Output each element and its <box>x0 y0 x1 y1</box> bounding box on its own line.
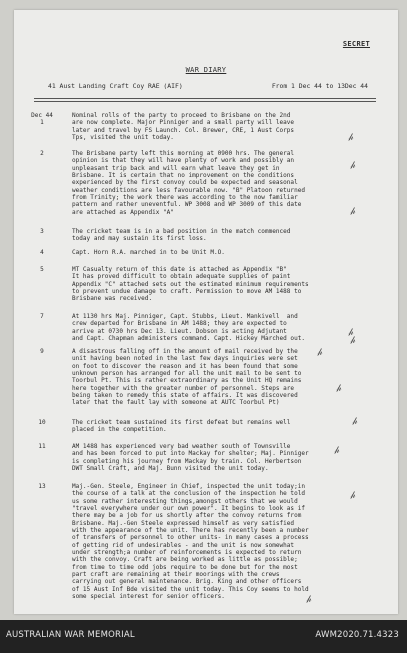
header-rule <box>34 101 376 102</box>
entry-date: 5 <box>40 266 44 273</box>
archive-name: AUSTRALIAN WAR MEMORIAL <box>6 630 135 640</box>
archive-reference: AWM2020.71.4323 <box>315 630 399 640</box>
unit-name: 41 Aust Landing Craft Coy RAE (AIF) <box>48 82 183 90</box>
entry-text: A disastrous falling off in the amount of mail received by the unit having been noted in the last few days inquiries were set on foot to discover the reason and it has been found that some unknown person has arranged for all the unit mail to be sent to Toorbul Pt. This is rather extraordinary as the Unit HQ remains here together with the greater number of personnel. Steps are being taken to remedy this state of affairs. It was discovered later that the fault lay with someone at AUTC Toorbul Pt) <box>72 348 302 407</box>
handwritten-initial: 𝒽 <box>347 327 355 339</box>
diary-period: From 1 Dec 44 to 13Dec 44 <box>271 82 368 90</box>
entry-text: The cricket team is in a bad position in the match commenced today and may sustain its first loss. <box>72 228 291 243</box>
header-rule <box>34 98 376 99</box>
entry-date: 7 <box>40 313 44 320</box>
handwritten-initial: 𝒽 <box>351 416 359 428</box>
entry-text: Nominal rolls of the party to proceed to Brisbane on the 2nd are now complete. Major Pinniger and a small party will leave later and travel by FS Launch. Col. Brewer, CRE, 1 Aust Corps Tps, visited the unit today. <box>72 112 295 142</box>
handwritten-initial: 𝒽 <box>347 132 355 144</box>
entry-date: 9 <box>40 348 44 355</box>
entry-date: 10 <box>38 419 46 426</box>
entry-text: MT Casualty return of this date is attached as Appendix "B" It has proved difficult to obtain adequate supplies of paint Appendix "C" attached sets out the estimated minimum requirements to prevent undue damage to craft. Permission to move AM 1488 to Brisbane was received. <box>72 266 309 303</box>
entry-text: Maj.-Gen. Steele, Engineer in Chief, inspected the unit today;in the course of a talk at the conclusion of the inspection he told us some rather interesting things,amongst others that we would "travel everywhere under our own power". It begins to look as if there may be a job for us shortly after the convoy returns from Brisbane. Maj.-Gen Steele expressed himself as very satisfied with the appearance of the unit. There has recently been a number of transfers of personnel to other units- in many cases a process of getting rid of undesirables - and the unit is now somewhat under strength;a number of reinforcements is expected to return with the convoy. Craft are being worked as little as possible; from time to time odd jobs require to be done but for the most part craft are remaining at their moorings with the crews carrying out general maintenance. Brig. King and other officers of 15 Aust Inf Bde visited the unit today. This Coy seems to hold some special interest for senior officers. <box>72 483 309 601</box>
handwritten-initial: 𝒽 <box>349 335 357 347</box>
handwritten-initial: 𝒽 <box>349 490 357 502</box>
entry-text: The Brisbane party left this morning at 0900 hrs. The general opinion is that they will have plenty of work and possibly an unpleasant trip back and will earn what leave they get in Brisbane. It is certain that no improvement on the conditions experienced by the first convoy could be expected and seasonal weather conditions are less favourable now. "B" Platoon returned from Trinity; the work there was according to the now familiar pattern and rather uneventful. WP 3008 and WP 3009 of this date are attached as Appendix "A" <box>72 150 305 216</box>
handwritten-initial: 𝒽 <box>349 160 357 172</box>
security-classification: SECRET <box>342 40 370 48</box>
handwritten-initial: 𝒽 <box>335 383 343 395</box>
entry-date: 2 <box>40 150 44 157</box>
entry-text: The cricket team sustained its first defeat but remains well placed in the competition. <box>72 419 291 434</box>
entry-date: Dec 44 1 <box>31 112 53 127</box>
archive-footer <box>0 620 407 653</box>
entry-date: 13 <box>38 483 46 490</box>
entry-text: AM 1488 has experienced very bad weather south of Townsville and has been forced to put into Mackay for shelter; Maj. Pinniger is completing his journey from Mackay by train. Col. Herbertson DWT Small Craft, and Maj. Bunn visited the unit today. <box>72 443 309 473</box>
entry-text: Capt. Horn R.A. marched in to be Unit M.O. <box>72 249 225 256</box>
document-page <box>14 10 398 614</box>
entry-text: At 1130 hrs Maj. Pinniger, Capt. Stubbs, Lieut. Mankivell and crew departed for Brisbane in AM 1488; they are expected to arrive at 0730 hrs Dec 13. Lieut. Dobson is acting Adjutant and Capt. Chapman administers command. Capt. Hickey Marched out. <box>72 313 305 343</box>
handwritten-initial: 𝒽 <box>305 594 313 606</box>
handwritten-initial: 𝒽 <box>349 206 357 218</box>
handwritten-initial: 𝒽 <box>333 445 341 457</box>
document-title: WAR DIARY <box>185 66 227 74</box>
entry-date: 4 <box>40 249 44 256</box>
handwritten-initial: 𝒽 <box>316 347 324 359</box>
entry-date: 11 <box>38 443 46 450</box>
entry-date: 3 <box>40 228 44 235</box>
